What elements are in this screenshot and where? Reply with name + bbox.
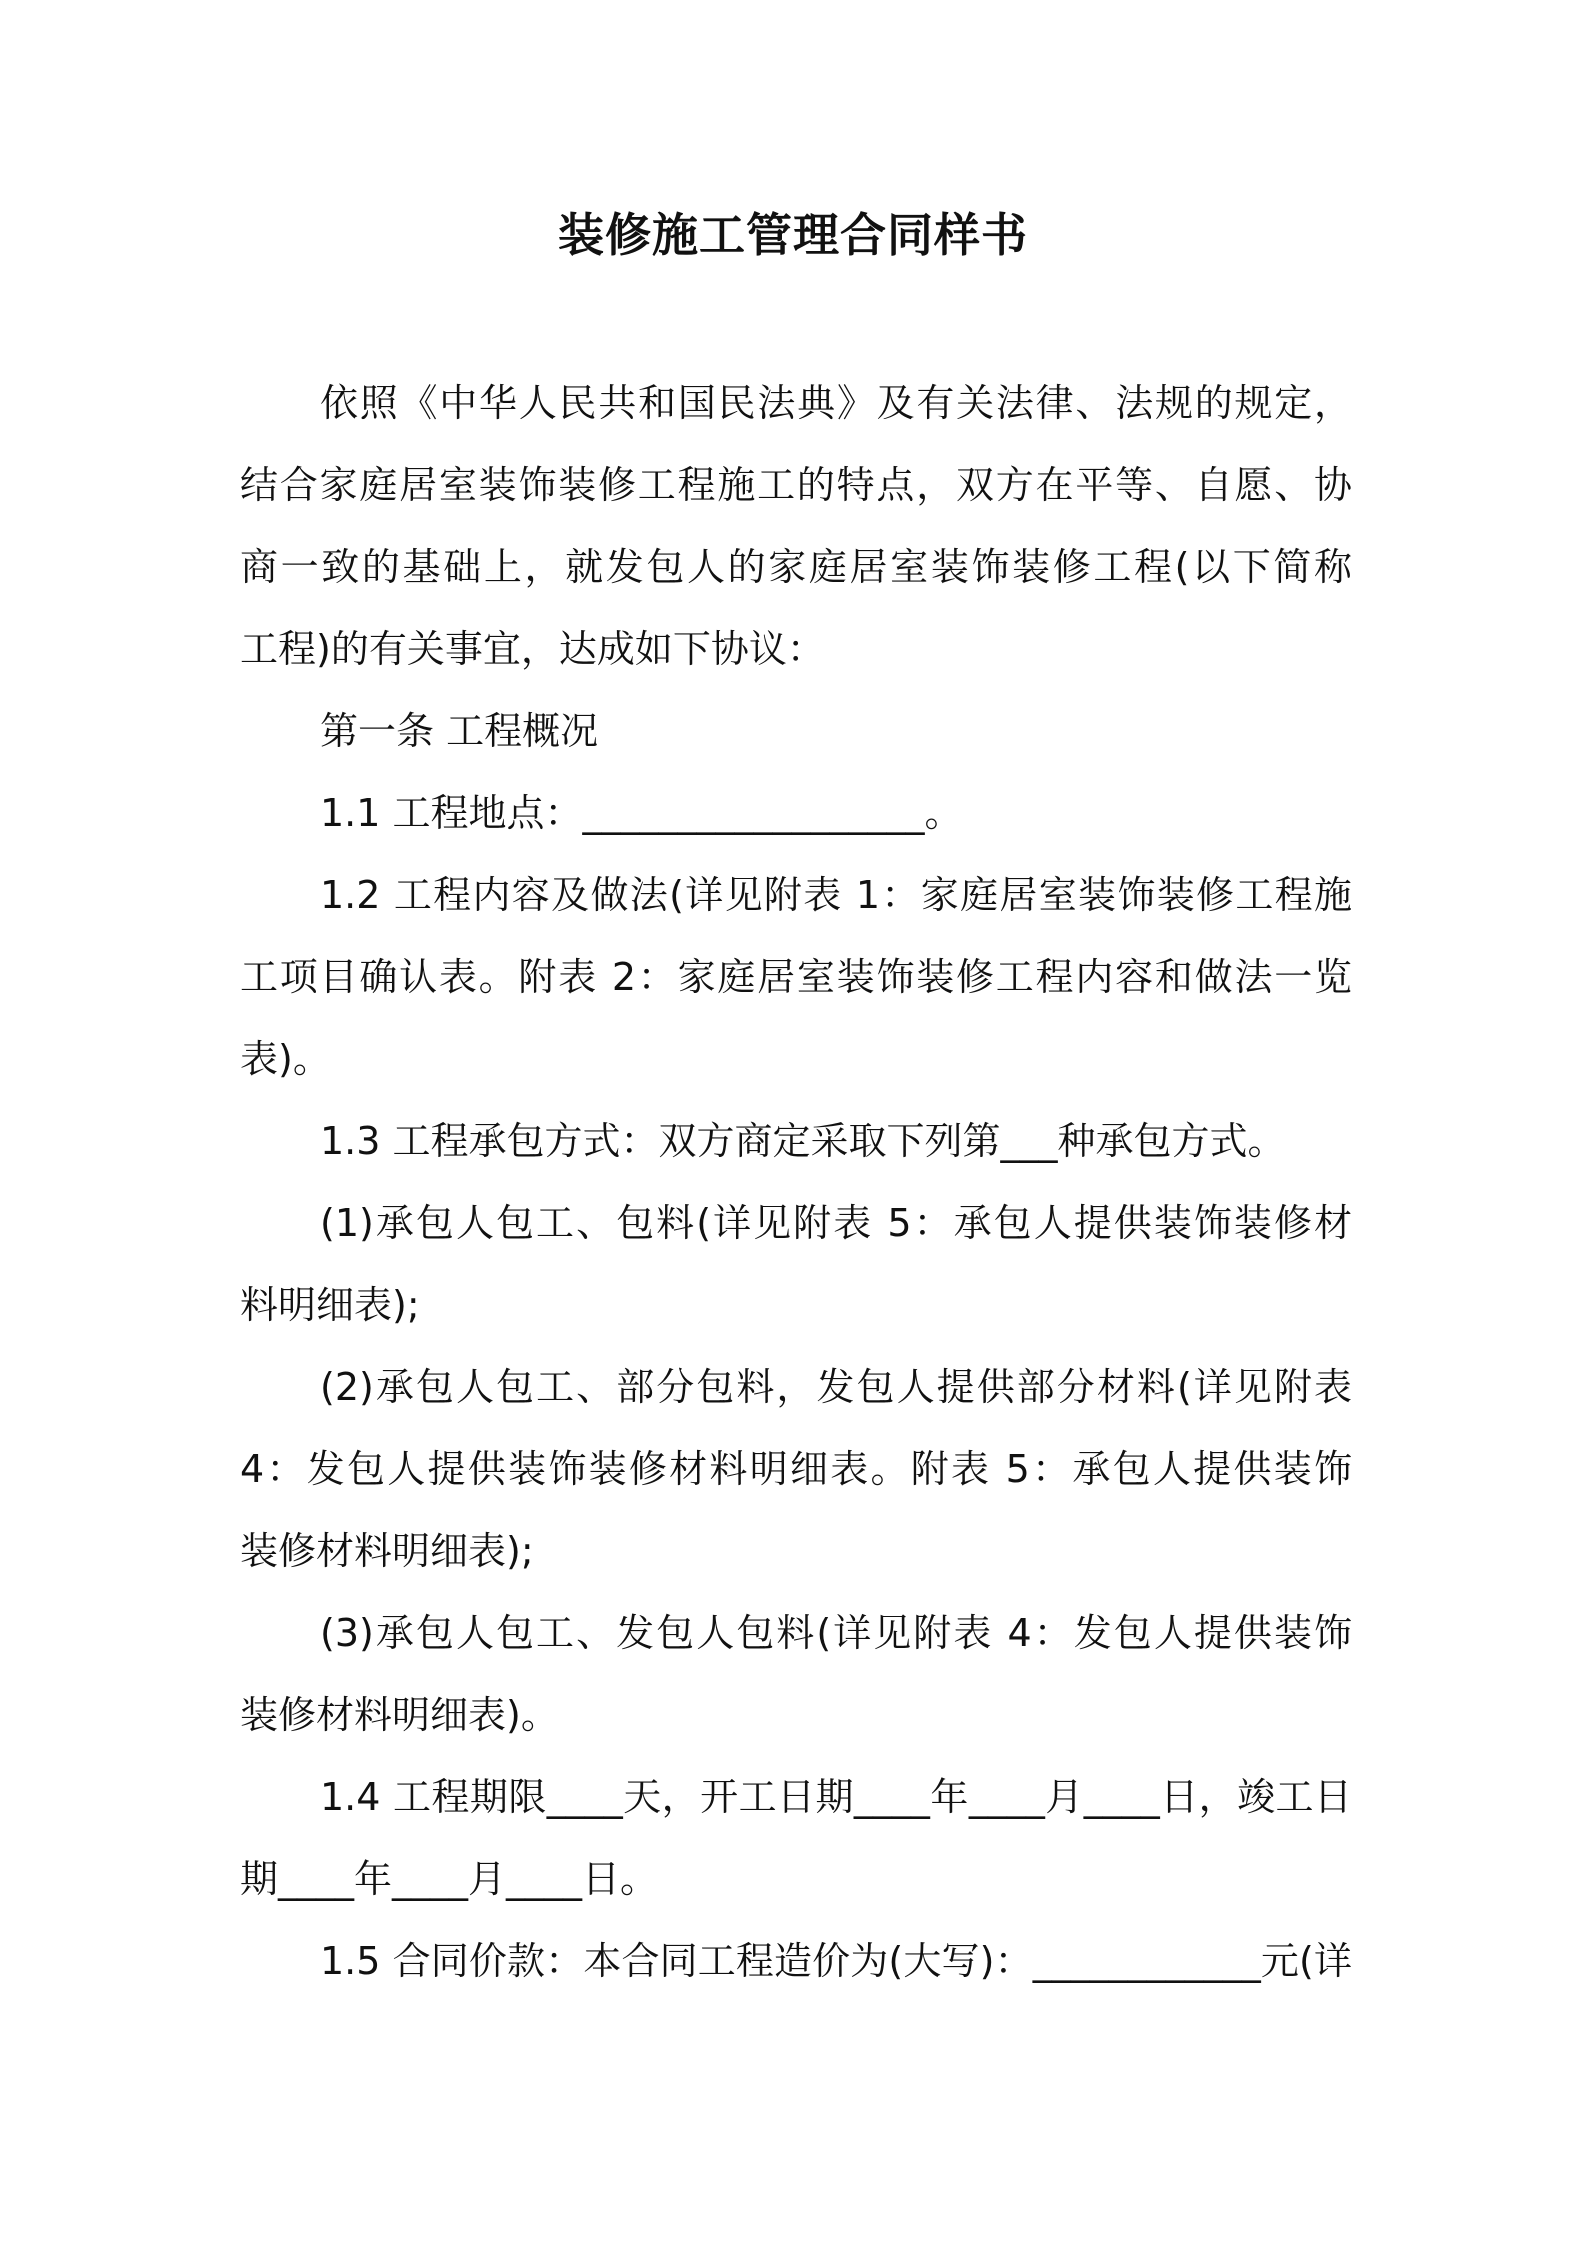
clause-line: (1)承包人包工、包料(详见附表 5：承包人提供装饰装修材 <box>320 1201 1352 1245</box>
document-title: 装修施工管理合同样书 <box>558 208 1028 262</box>
clause-line: 1.3 工程承包方式：双方商定采取下列第___种承包方式。 <box>320 1119 1286 1163</box>
clause-line: 表)。 <box>240 1037 331 1081</box>
paragraph-line: 工程)的有关事宜，达成如下协议： <box>240 627 825 671</box>
clause-line: (2)承包人包工、部分包料，发包人提供部分材料(详见附表 <box>320 1365 1352 1409</box>
clause-line: 料明细表); <box>240 1283 420 1327</box>
clause-line: 1.2 工程内容及做法(详见附表 1：家庭居室装饰装修工程施 <box>320 873 1352 917</box>
clause-line: (3)承包人包工、发包人包料(详见附表 4：发包人提供装饰 <box>320 1611 1352 1655</box>
clause-line: 装修材料明细表); <box>240 1529 534 1573</box>
clause-line: 装修材料明细表)。 <box>240 1693 559 1737</box>
paragraph-line: 结合家庭居室装饰装修工程施工的特点，双方在平等、自愿、协 <box>240 463 1352 507</box>
clause-line: 1.1 工程地点：__________________。 <box>320 791 963 835</box>
clause-line: 1.4 工程期限____天，开工日期____年____月____日，竣工日 <box>320 1775 1352 1819</box>
clause-line: 4：发包人提供装饰装修材料明细表。附表 5：承包人提供装饰 <box>240 1447 1352 1491</box>
clause-line: 1.5 合同价款：本合同工程造价为(大写)：____________元(详 <box>320 1939 1352 1983</box>
section-heading: 第一条 工程概况 <box>320 709 599 753</box>
paragraph-line: 商一致的基础上，就发包人的家庭居室装饰装修工程(以下简称 <box>240 545 1352 589</box>
clause-line: 期____年____月____日。 <box>240 1857 659 1901</box>
paragraph-line: 依照《中华人民共和国民法典》及有关法律、法规的规定， <box>320 381 1352 425</box>
clause-line: 工项目确认表。附表 2：家庭居室装饰装修工程内容和做法一览 <box>240 955 1352 999</box>
